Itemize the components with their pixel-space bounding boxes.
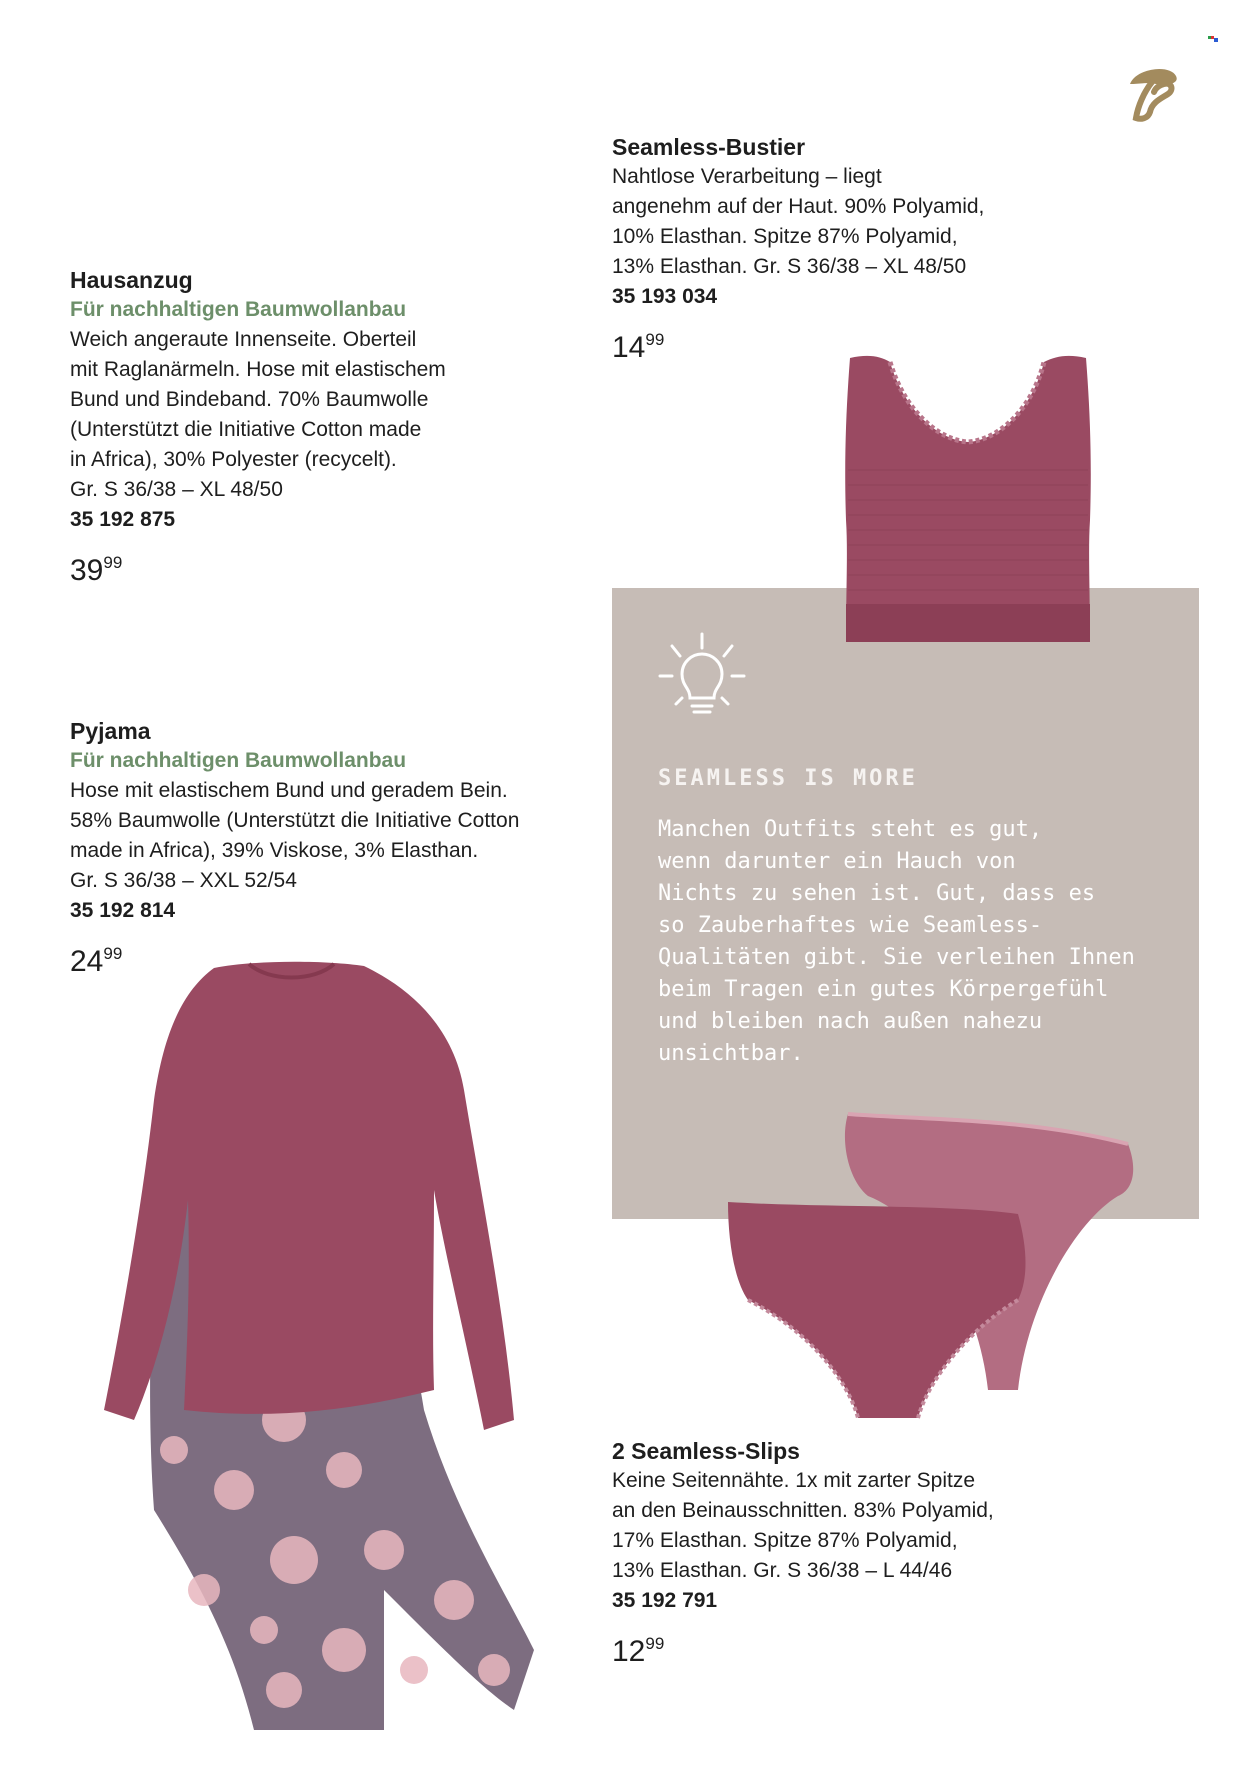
price-cents: 99: [645, 330, 665, 349]
corner-color-marks: [1208, 36, 1222, 42]
article-number: 35 193 034: [612, 285, 718, 308]
price-main: 12: [612, 1635, 646, 1668]
info-line: Manchen Outfits steht es gut,: [658, 817, 1043, 842]
article-number: 35 192 875: [70, 508, 176, 531]
product-description-line: Bund und Bindeband. 70% Baumwolle: [70, 388, 429, 411]
product-description-line: Weich angeraute Innenseite. Oberteil: [70, 328, 417, 351]
product-title: 2 Seamless-Slips: [612, 1438, 800, 1464]
price-cents: 99: [103, 553, 123, 572]
product-description-line: angenehm auf der Haut. 90% Polyamid,: [612, 195, 985, 218]
product-description-line: an den Beinausschnitten. 83% Polyamid,: [612, 1499, 994, 1522]
info-line: Qualitäten gibt. Sie verleihen Ihnen: [658, 945, 1135, 970]
info-line: Nichts zu sehen ist. Gut, dass es: [658, 881, 1096, 906]
price-cents: 99: [645, 1634, 665, 1653]
product-description-line: Gr. S 36/38 – XL 48/50: [70, 478, 283, 501]
product-description-line: Gr. S 36/38 – XXL 52/54: [70, 869, 297, 892]
product-title: Seamless-Bustier: [612, 134, 806, 160]
tchibo-logo-icon: [1122, 62, 1182, 124]
product-description-line: 10% Elasthan. Spitze 87% Polyamid,: [612, 225, 958, 248]
info-line: unsichtbar.: [658, 1041, 804, 1066]
product-title: Hausanzug: [70, 267, 193, 293]
product-description-line: 17% Elasthan. Spitze 87% Polyamid,: [612, 1529, 958, 1552]
bustier-image: [828, 350, 1108, 662]
info-body: [658, 814, 1178, 1070]
price-cents: 99: [103, 944, 123, 963]
product-bustier: [612, 132, 984, 368]
product-description-line: 13% Elasthan. Gr. S 36/38 – L 44/46: [612, 1559, 953, 1582]
product-title: Pyjama: [70, 718, 151, 744]
article-number: 35 192 814: [70, 899, 176, 922]
product-description-line: Keine Seitennähte. 1x mit zarter Spitze: [612, 1469, 976, 1492]
product-description-line: in Africa), 30% Polyester (recycelt).: [70, 448, 397, 471]
light-bulb-icon: [654, 632, 750, 728]
info-line: und bleiben nach außen nahezu: [658, 1009, 1043, 1034]
product-description-line: 58% Baumwolle (Unterstützt die Initiative Cotton: [70, 809, 520, 832]
price-main: 14: [612, 331, 646, 364]
product-hausanzug: [70, 265, 446, 591]
product-description-line: Nahtlose Verarbeitung – liegt: [612, 165, 882, 188]
price-main: 24: [70, 945, 104, 978]
product-pyjama: [70, 716, 519, 982]
article-number: 35 192 791: [612, 1589, 718, 1612]
info-line: beim Tragen ein gutes Körpergefühl: [658, 977, 1109, 1002]
pyjama-image: [84, 950, 554, 1750]
info-heading: SEAMLESS IS MORE: [658, 766, 918, 791]
product-description-line: 13% Elasthan. Gr. S 36/38 – XL 48/50: [612, 255, 967, 278]
product-description-line: (Unterstützt die Initiative Cotton made: [70, 418, 422, 441]
product-slips: [612, 1436, 994, 1672]
slips-image: [728, 1100, 1148, 1440]
product-description-line: Hose mit elastischem Bund und geradem Bein.: [70, 779, 508, 802]
price-main: 39: [70, 554, 104, 587]
product-subtitle: Für nachhaltigen Baumwollanbau: [70, 298, 407, 321]
info-line: so Zauberhaftes wie Seamless-: [658, 913, 1043, 938]
product-description-line: made in Africa), 39% Viskose, 3% Elasthan.: [70, 839, 479, 862]
info-line: wenn darunter ein Hauch von: [658, 849, 1016, 874]
product-subtitle: Für nachhaltigen Baumwollanbau: [70, 749, 407, 772]
price: [612, 1624, 994, 1672]
product-description-line: mit Raglanärmeln. Hose mit elastischem: [70, 358, 446, 381]
price: [70, 543, 446, 591]
